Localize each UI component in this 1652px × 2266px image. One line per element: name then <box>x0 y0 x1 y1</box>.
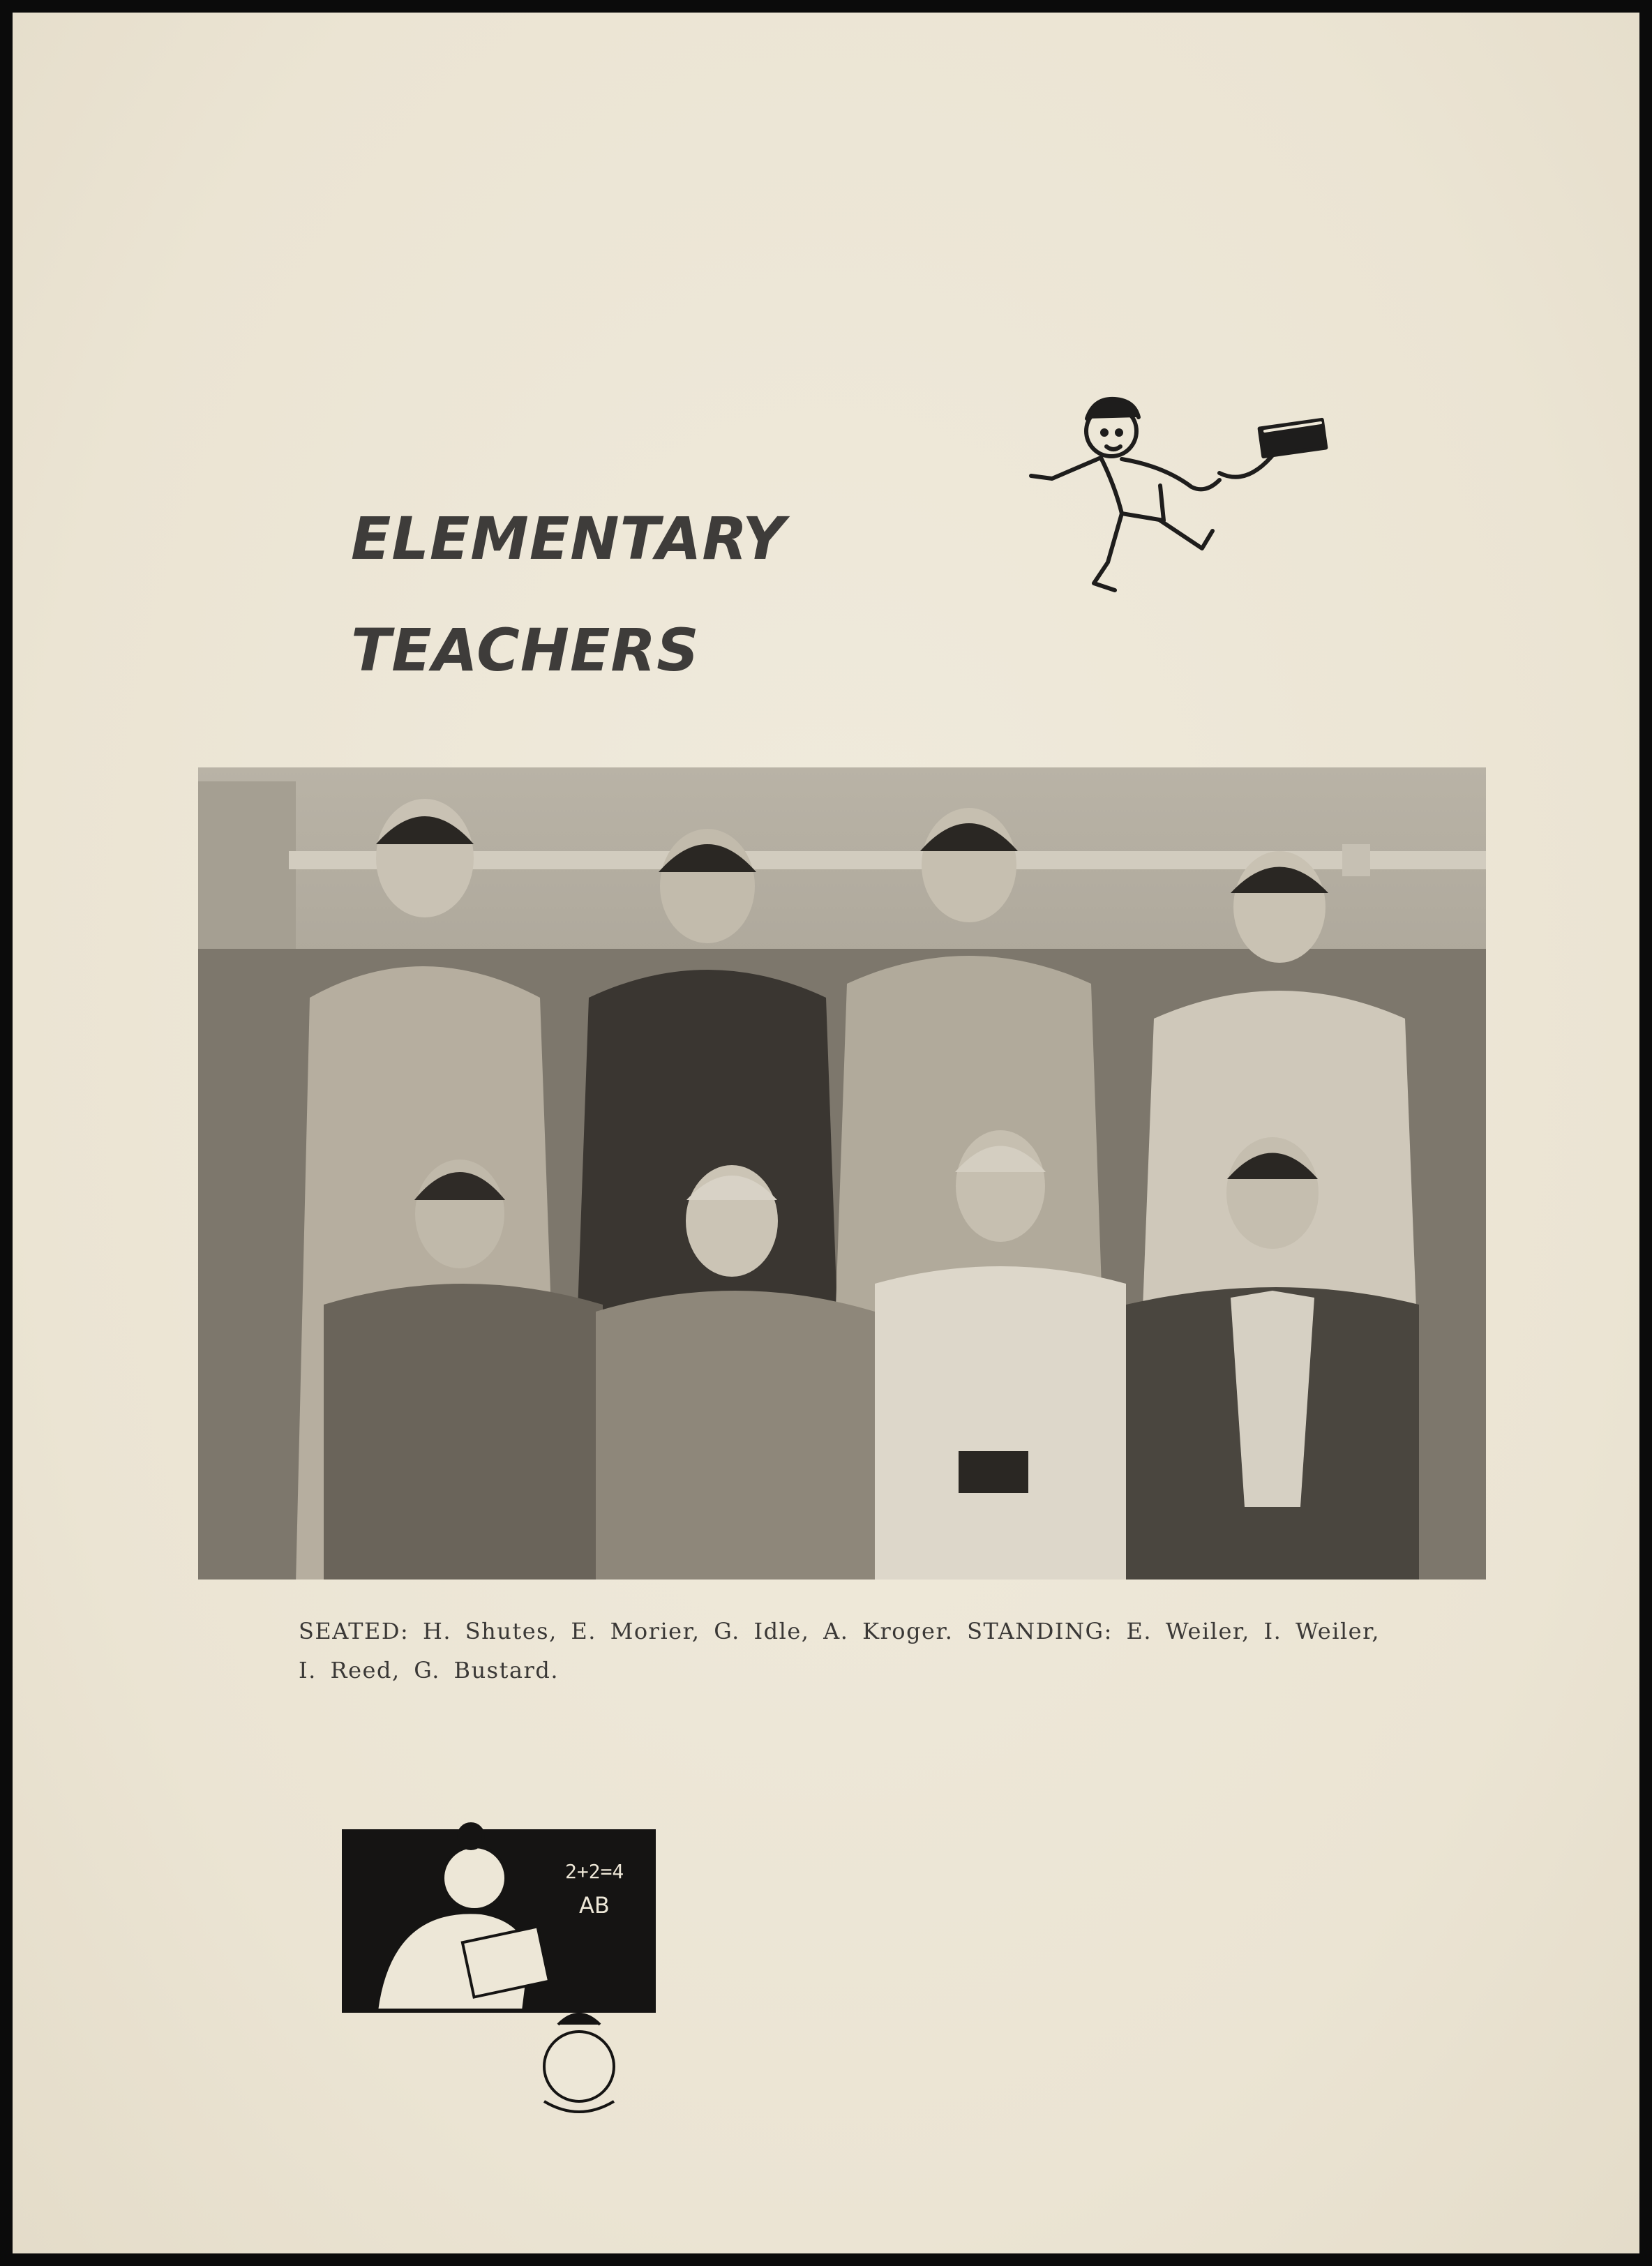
teacher-reading-icon <box>335 1815 670 2129</box>
caption-line2: I. Reed, G. Bustard. <box>299 1657 559 1683</box>
caption-line1: SEATED: H. Shutes, E. Morier, G. Idle, A. Kroger. STANDING: E. Weiler, I. Weiler, <box>299 1618 1381 1644</box>
page-title-line2: TEACHERS <box>351 616 700 684</box>
chalkboard-letters: AB <box>579 1892 610 1919</box>
group-photo <box>198 767 1486 1580</box>
photo-caption <box>299 1612 1443 1690</box>
page-title-line1: ELEMENTARY <box>351 504 786 573</box>
yearbook-page <box>13 13 1639 2253</box>
chalkboard-equation: 2+2=4 <box>565 1860 624 1883</box>
running-boy-icon <box>1017 389 1338 613</box>
